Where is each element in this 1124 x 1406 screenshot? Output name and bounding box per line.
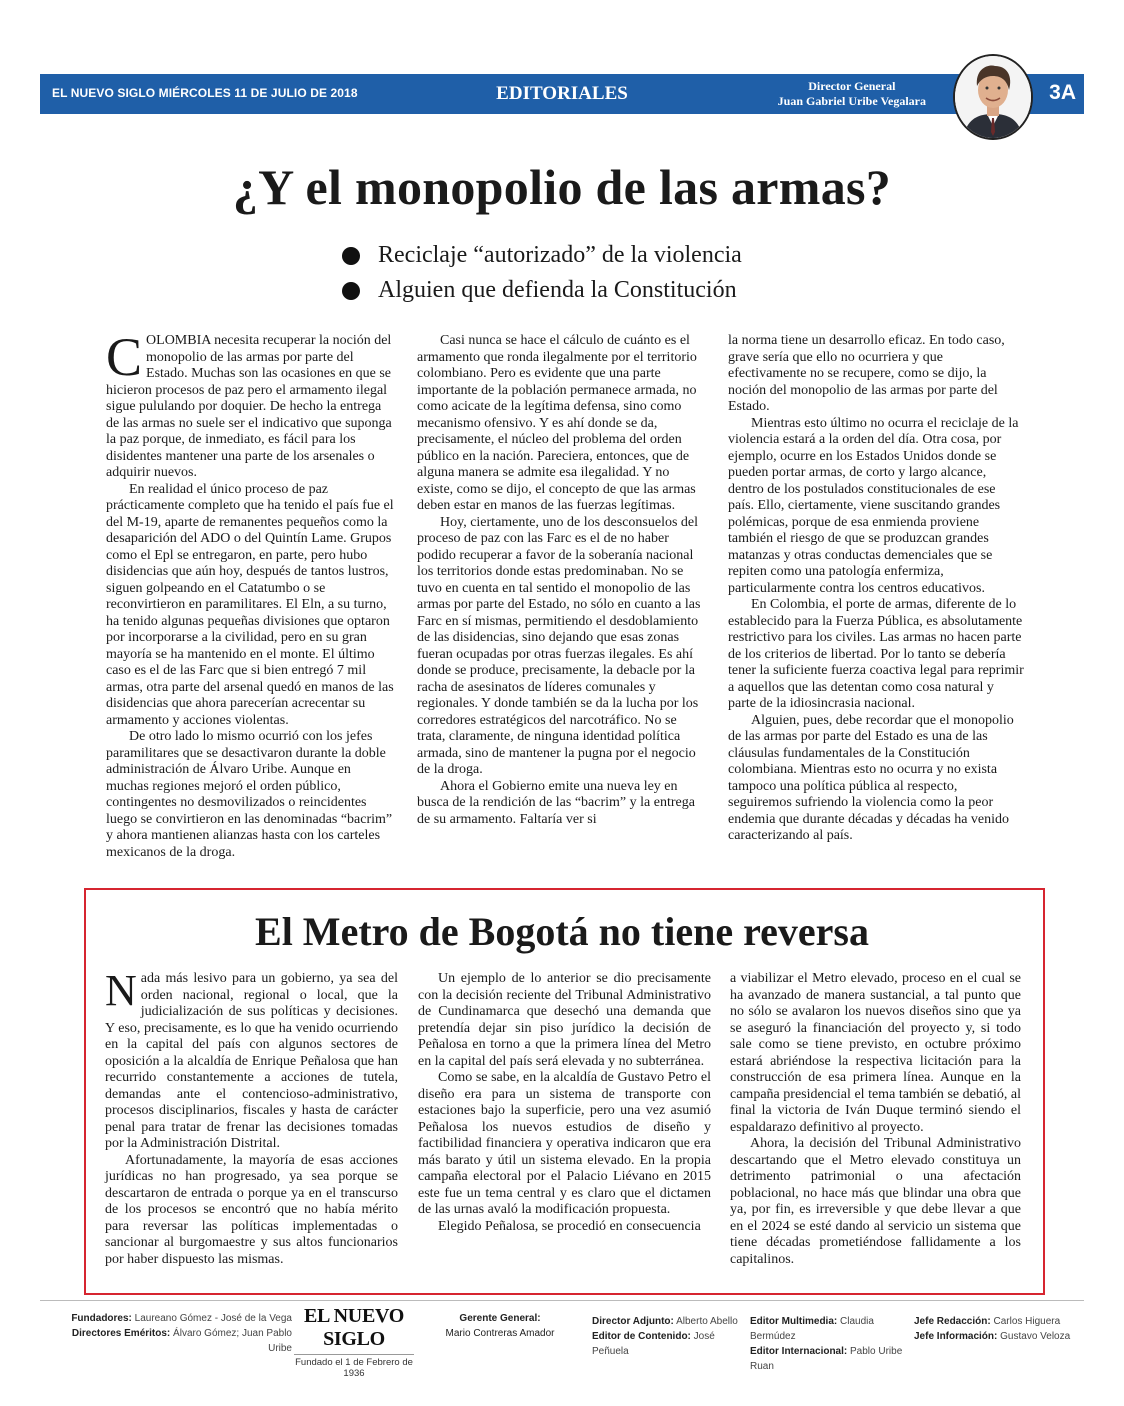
bullet-dot-icon bbox=[342, 282, 360, 300]
adjunto-label: Director Adjunto: bbox=[592, 1316, 674, 1327]
editorial-1-column-3 bbox=[728, 333, 1024, 845]
footer-editors-3 bbox=[914, 1314, 1074, 1344]
director-credit bbox=[778, 79, 926, 109]
fundadores-label: Fundadores: bbox=[71, 1313, 132, 1324]
multimedia-value: Claudia Bermúdez bbox=[750, 1316, 874, 1342]
paragraph: Alguien, pues, debe recordar que el monopolio de las armas por parte del Estado es una de las cláusulas fundamentales de la Constitución colombiana. Mientras esto no ocurra y no exista tampoco una política pública al respecto, seguiremos sufriendo la violencia como la peor endemia que durante décadas y décadas ha venido caracterizando al país. bbox=[728, 712, 1014, 843]
paragraph: a viabilizar el Metro elevado, proceso en el cual se ha avanzado de manera sustancial, a tal punto que no sólo se avalaron los nuevos diseños sino que ya se aseguró la financiación del proyecto y, si todo sale como se tiene previsto, en octubre próximo estará abriéndose la respectiva licitación para la construcción de esa primera línea. Aunque en la campaña presidencial el tema también se debatió, al final la victoria de Iván Duque terminó siendo el espaldarazo definitivo al proyecto. bbox=[730, 971, 1021, 1135]
emeritos-label: Directores Eméritos: bbox=[71, 1328, 171, 1339]
director-title: Director General bbox=[808, 79, 896, 93]
paragraph bbox=[105, 966, 398, 1153]
paragraph: la norma tiene un desarrollo eficaz. En todo caso, grave sería que ello no ocurriera y que efectivamente no se recupere, como se dijo, la noción del monopolio de las armas por parte del Estado. bbox=[728, 333, 1005, 414]
newspaper-date: EL NUEVO SIGLO MIÉRCOLES 11 DE JULIO DE 2018 bbox=[52, 86, 358, 100]
gerente-label: Gerente General: bbox=[459, 1313, 541, 1324]
paragraph-text: OLOMBIA necesita recuperar la noción del monopolio de las armas por parte del Estado. Muchas son las ocasiones en que se hicieron procesos de paz pero el armamento ilegal sigue pululando por doquier. De hecho la entrega de las armas no suele ser el indicativo que suponga la paz porque, de inmediato, es fácil para los disidentes mantener una parte de los arsenales o adquirir nuevos. bbox=[106, 333, 392, 480]
footer-founders bbox=[60, 1311, 292, 1356]
redaccion-label: Jefe Redacción: bbox=[914, 1316, 991, 1327]
editorial-1-subheads bbox=[342, 238, 742, 308]
paragraph: En Colombia, el porte de armas, diferente de lo establecido para la Fuerza Pública, es absolutamente restrictivo para los civiles. Las armas no hacen parte de los criterios de libertad. Por lo tanto se debería tener la suficiente fuerza coactiva legal para reprimir a aquellos que las detentan como cosa natural y parte de la idiosincrasia nacional. bbox=[728, 597, 1024, 711]
footer-editors-2 bbox=[750, 1314, 910, 1374]
page-number: 3A bbox=[1049, 81, 1076, 104]
adjunto-value: Alberto Abello bbox=[676, 1316, 738, 1327]
editorial-2-column-2 bbox=[418, 971, 711, 1235]
drop-cap: C bbox=[106, 327, 143, 387]
paragraph-text: ada más lesivo para un gobierno, ya sea del orden nacional, regional o local, que la judicialización de sus políticas y decisiones. Y eso, precisamente, es lo que ha venido ocurriendo en la capital del país con algunos sectores de oposición a la alcaldía de Enrique Peñalosa que han recurrido constantemente a acciones de tutela, demandas ante el contencioso-administrativo, procesos disciplinarios, fiscales y hasta de carácter penal para tratar de frenar las decisiones tomadas por la Administración Distrital. bbox=[105, 971, 398, 1151]
emeritos-value: Álvaro Gómez; Juan Pablo Uribe bbox=[173, 1328, 292, 1354]
drop-cap: N bbox=[105, 966, 137, 1015]
section-title: EDITORIALES bbox=[496, 83, 628, 104]
redaccion-value: Carlos Higuera bbox=[993, 1316, 1061, 1327]
paragraph: Como se sabe, en la alcaldía de Gustavo Petro el diseño era para un sistema de transporte con estaciones bajo la superficie, pero una vez asumió Peñalosa los nuevos estudios de diseño y factibilidad financiera y operativa indicaron que era más barato y útil un sistema elevado. En la propia campaña electoral por el Palacio Liévano en 2015 este fue un tema central y es claro que el dictamen de las urnas avaló la modificación propuesta. bbox=[418, 1070, 711, 1217]
paragraph: Hoy, ciertamente, uno de los desconsuelos del proceso de paz con las Farc es el de no haber podido recuperar a favor de la soberanía nacional los territorios donde estas predominaban. No se tuvo en cuenta en tal sentido el monopolio de las armas por parte del Estado, no sólo en cuanto a las Farc en sí mismas, permitiendo el desdoblamiento de las disidencias, sino dejando que esas zonas fueran ocupadas por otras fuerzas ilegales. Es ahí donde se produce, precisamente, la debacle por la racha de asesinatos de líderes comunales y regionales. Y donde también se da la lucha por los corredores estratégicos del narcotráfico. No se trata, claramente, de ninguna identidad política armada, sino de mantener la pugna por el negocio de la droga. bbox=[417, 514, 701, 777]
paragraph bbox=[106, 327, 394, 482]
paragraph: Ahora el Gobierno emite una nueva ley en busca de la rendición de las “bacrim” y la entrega de su armamento. Faltaría ver si bbox=[417, 778, 695, 827]
header-band bbox=[40, 74, 1084, 114]
footer-editors-1 bbox=[592, 1314, 742, 1359]
gerente-value: Mario Contreras Amador bbox=[445, 1328, 555, 1339]
paragraph: Casi nunca se hace el cálculo de cuánto es el armamento que ronda ilegalmente por el territorio colombiano. Pero es evidente que una parte importante de la población permanece armada, no como acicate de la legítima defensa, sino como mecanismo ofensivo. Y es ahí donde se da, precisamente, el núcleo del problema del orden público en la nación. Pareciera, entonces, que de alguna manera se admite esa ilegalidad. Y no existe, como se dijo, el concepto de que las armas deben estar en manos de las fuerzas legítimas. bbox=[417, 333, 697, 513]
founded-date: Fundado el 1 de Febrero de 1936 bbox=[294, 1354, 414, 1379]
paragraph: Un ejemplo de lo anterior se dio precisamente con la decisión reciente del Tribunal Administrativo de Cundinamarca que desechó una demanda que pretendía dejar sin piso jurídico la decisión de Peñalosa en torno a que la primera línea del Metro en la capital del país será elevada y no subterránea. bbox=[418, 971, 711, 1069]
paragraph: De otro lado lo mismo ocurrió con los jefes paramilitares que se desactivaron durante la doble administración de Álvaro Uribe. Aunque en muchas regiones mejoró el orden público, contingentes no desmovilizados o reincidentes luego se convirtieron en las denominadas “bacrim” y ahora mantienen alianzas hasta con los carteles mexicanos de la droga. bbox=[106, 729, 393, 860]
newspaper-logo bbox=[294, 1305, 414, 1379]
editorial-2-column-3 bbox=[730, 971, 1021, 1268]
internacional-value: Pablo Uribe Ruan bbox=[750, 1346, 903, 1372]
contenido-label: Editor de Contenido: bbox=[592, 1331, 691, 1342]
paragraph: Ahora, la decisión del Tribunal Administrativo descartando que el Metro elevado constituya un detrimento patrimonial o una afectación poblacional, no hace más que blindar una obra que ya, por fin, es irreversible y que debe llevar a que en el 2024 se esté dando al servicio un sistema que tiene décadas prometiéndose fallidamente a los capitalinos. bbox=[730, 1136, 1021, 1267]
subhead-item bbox=[342, 238, 742, 273]
paragraph: Afortunadamente, la mayoría de esas acciones jurídicas no han progresado, ya sea porque se descartaron de entrada o porque ya en el transcurso de los procesos se encontró que no había mérito para reversar las políticas implementadas o sancionar al burgomaestre y sus altos funcionarios por haber dispuesto las mismas. bbox=[105, 1152, 398, 1267]
director-photo bbox=[953, 54, 1033, 140]
internacional-label: Editor Internacional: bbox=[750, 1346, 848, 1357]
subhead-text: Reciclaje “autorizado” de la violencia bbox=[378, 242, 742, 268]
editorial-1-column-2 bbox=[417, 333, 705, 828]
informacion-label: Jefe Información: bbox=[914, 1331, 998, 1342]
editorial-2-title: El Metro de Bogotá no tiene reversa bbox=[255, 909, 869, 954]
editorial-1-column-1 bbox=[106, 327, 394, 861]
subhead-text: Alguien que defienda la Constitución bbox=[378, 277, 737, 303]
director-name: Juan Gabriel Uribe Vegalara bbox=[777, 94, 926, 108]
paragraph: Elegido Peñalosa, se procedió en consecuencia bbox=[438, 1218, 701, 1234]
paragraph: Mientras esto último no ocurra el reciclaje de la violencia estará a la orden del día. Otra cosa, por ejemplo, ocurre en los Estados Unidos donde se pueden portar armas, de corto y largo alcance, dentro de los postulados constitucionales de ese país. Ello, ciertamente, viene suscitando grandes polémicas, porque de esa enmienda proviene también el riesgo de que se produzcan grandes matanzas y otras conductas demenciales que se repiten como una patología enfermiza, particularmente contra los centros educativos. bbox=[728, 415, 1019, 596]
fundadores-value: Laureano Gómez - José de la Vega bbox=[134, 1313, 292, 1324]
multimedia-label: Editor Multimedia: bbox=[750, 1316, 838, 1327]
bullet-dot-icon bbox=[342, 247, 360, 265]
subhead-item bbox=[342, 273, 742, 308]
informacion-value: Gustavo Veloza bbox=[1000, 1331, 1071, 1342]
editorial-1-title: ¿Y el monopolio de las armas? bbox=[232, 159, 892, 215]
paragraph: En realidad el único proceso de paz prácticamente completo que ha tenido el país fue el del M-19, aparte de remanentes pequeños como la desaparición del ADO o del Quintín Lame. Grupos como el Epl se entregaron, en parte, pero hubo disidencias que aún hoy, después de tantos lustros, siguen golpeando en el Catatumbo o se reconvirtieron en paramilitares. El Eln, a su turno, ha tenido algunas pequeñas divisiones que optaron por incorporarse a la civilidad, pero en su gran mayoría se ha mantenido en el monte. El último caso es el de las Farc que si bien entregó 7 mil armas, otra parte del arsenal quedó en manos de las disidencias que ahora parecerían acrecentar su armamento y acciones violentas. bbox=[106, 481, 394, 728]
editorial-2-column-1 bbox=[105, 966, 398, 1268]
logo-text: EL NUEVO SIGLO bbox=[303, 1305, 404, 1350]
contenido-value: José Peñuela bbox=[592, 1331, 715, 1357]
footer-rule bbox=[40, 1300, 1084, 1301]
footer-manager bbox=[440, 1311, 560, 1341]
